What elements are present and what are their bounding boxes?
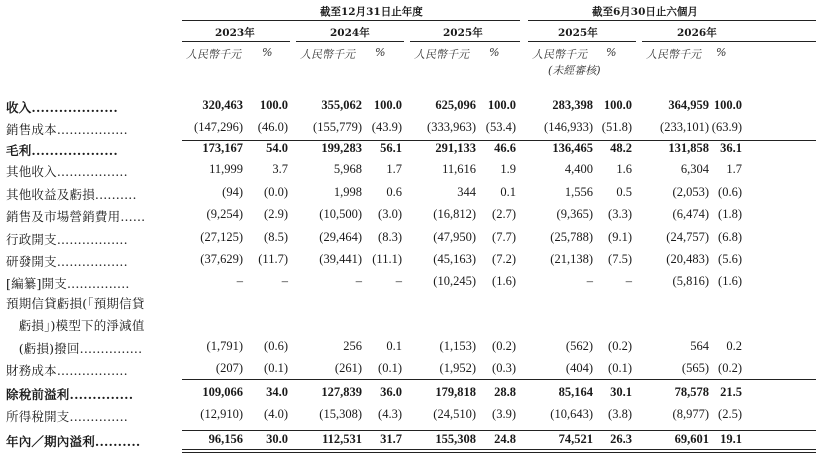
amount-cell: 109,066 xyxy=(202,385,243,399)
double-rule-bottom xyxy=(182,449,816,453)
row-label-text: 其他收入 xyxy=(6,164,57,179)
leader-dots: ................... xyxy=(31,100,118,115)
percent-cell: 1.9 xyxy=(500,162,516,176)
amount-cell: (20,483) xyxy=(666,252,709,266)
percent-cell: 31.7 xyxy=(380,432,402,446)
percent-cell: (11.7) xyxy=(258,252,288,266)
amount-cell: 11,999 xyxy=(209,162,243,176)
amount-cell: (6,474) xyxy=(672,207,709,221)
amount-cell: (24,510) xyxy=(433,407,476,421)
amount-cell: (27,125) xyxy=(200,230,243,244)
pct-header-2024: % xyxy=(375,46,386,59)
amount-cell: (404) xyxy=(565,361,593,375)
percent-cell: (2.9) xyxy=(264,207,288,221)
percent-cell: (43.9) xyxy=(371,120,402,134)
leader-dots: ............... xyxy=(66,276,130,291)
row-label xyxy=(6,98,118,116)
amount-cell: 199,283 xyxy=(321,141,362,155)
percent-cell: (6.8) xyxy=(718,230,742,244)
unit-header-2024: 人民幣千元 xyxy=(300,48,355,61)
percent-cell: 48.2 xyxy=(610,141,632,155)
percent-cell: 3.7 xyxy=(272,162,288,176)
row-label xyxy=(6,407,128,425)
row-label xyxy=(6,141,118,159)
percent-cell: (0.6) xyxy=(718,185,742,199)
amount-cell: – xyxy=(355,274,362,288)
leader-dots: .......... xyxy=(94,434,141,449)
leader-dots: ................. xyxy=(56,122,128,137)
amount-cell: 127,839 xyxy=(321,385,362,399)
percent-cell: (0.3) xyxy=(492,361,516,375)
leader-dots: ................. xyxy=(56,164,128,179)
percent-cell: 24.8 xyxy=(494,432,516,446)
percent-cell: 100.0 xyxy=(259,98,288,112)
amount-cell: 256 xyxy=(343,339,362,353)
percent-cell: (53.4) xyxy=(485,120,516,134)
percent-cell: 100.0 xyxy=(487,98,516,112)
row-label-text: (虧損)撥回 xyxy=(6,341,80,356)
amount-cell: 291,133 xyxy=(435,141,476,155)
percent-cell: (3.8) xyxy=(608,407,632,421)
pct-header-2025: % xyxy=(489,46,500,59)
year-rule-2026-h1 xyxy=(642,41,816,42)
amount-cell: (10,245) xyxy=(433,274,476,288)
percent-cell: 30.0 xyxy=(266,432,288,446)
pct-header-2026-h1: % xyxy=(716,46,727,59)
amount-cell: 564 xyxy=(690,339,709,353)
percent-cell: (0.1) xyxy=(608,361,632,375)
amount-cell: 1,998 xyxy=(333,185,362,199)
unit-header-2023: 人民幣千元 xyxy=(186,48,241,61)
leader-dots: ............... xyxy=(79,341,143,356)
row-label xyxy=(6,162,128,180)
percent-cell: (51.8) xyxy=(601,120,632,134)
percent-cell: 36.0 xyxy=(380,385,402,399)
unit-header-2025-h1: 人民幣千元 xyxy=(532,48,587,61)
row-label-text: 研發開支 xyxy=(6,254,57,269)
percent-cell: (3.9) xyxy=(492,407,516,421)
percent-cell: 0.6 xyxy=(386,185,402,199)
unaudited-note: (未經審核) xyxy=(548,64,601,77)
amount-cell: 131,858 xyxy=(668,141,709,155)
header-six-months: 截至6月30日止六個月 xyxy=(592,6,698,18)
amount-cell: (9,365) xyxy=(556,207,593,221)
amount-cell: (37,629) xyxy=(200,252,243,266)
row-label-text: 財務成本 xyxy=(6,363,57,378)
percent-cell: 36.1 xyxy=(720,141,742,155)
amount-cell: (8,977) xyxy=(672,407,709,421)
percent-cell: (0.0) xyxy=(264,185,288,199)
row-label-text: [編纂]開支 xyxy=(6,276,67,291)
percent-cell: 1.7 xyxy=(386,162,402,176)
percent-cell: (5.6) xyxy=(718,252,742,266)
amount-cell: (1,791) xyxy=(206,339,243,353)
amount-cell: 173,167 xyxy=(202,141,243,155)
row-label xyxy=(6,385,133,403)
row-label-text: 行政開支 xyxy=(6,232,57,247)
percent-cell: 19.1 xyxy=(720,432,742,446)
percent-cell: (4.3) xyxy=(378,407,402,421)
amount-cell: 112,531 xyxy=(322,432,362,446)
row-label-text: 年內／期內溢利 xyxy=(6,434,95,449)
amount-cell: (24,757) xyxy=(666,230,709,244)
percent-cell: (8.3) xyxy=(378,230,402,244)
row-label-text: 銷售及市場營銷費用 xyxy=(6,209,121,224)
percent-cell: 21.5 xyxy=(720,385,742,399)
row-label xyxy=(6,316,145,334)
pct-header-2023: % xyxy=(262,46,273,59)
percent-cell: (0.2) xyxy=(718,361,742,375)
percent-cell: 1.7 xyxy=(726,162,742,176)
amount-cell: (12,910) xyxy=(200,407,243,421)
amount-cell: (562) xyxy=(565,339,593,353)
amount-cell: (1,153) xyxy=(439,339,476,353)
amount-cell: (333,963) xyxy=(427,120,476,134)
percent-cell: (0.2) xyxy=(608,339,632,353)
leader-dots: .......... xyxy=(94,187,137,202)
amount-cell: 69,601 xyxy=(674,432,709,446)
amount-cell: 320,463 xyxy=(202,98,243,112)
amount-cell: 78,578 xyxy=(674,385,709,399)
amount-cell: (1,952) xyxy=(439,361,476,375)
amount-cell: (9,254) xyxy=(206,207,243,221)
row-label-text: 銷售成本 xyxy=(6,122,57,137)
amount-cell: (25,788) xyxy=(550,230,593,244)
amount-cell: (45,163) xyxy=(433,252,476,266)
row-label-text: 除稅前溢利 xyxy=(6,387,70,402)
amount-cell: (565) xyxy=(681,361,709,375)
leader-dots: ................... xyxy=(31,143,118,158)
amount-cell: 283,398 xyxy=(552,98,593,112)
amount-cell: (29,464) xyxy=(319,230,362,244)
row-label-text: 收入 xyxy=(6,100,32,115)
row-label xyxy=(6,339,142,357)
percent-cell: (0.6) xyxy=(264,339,288,353)
row-label xyxy=(6,274,130,292)
group-rule-six-months xyxy=(528,20,816,21)
amount-cell: 74,521 xyxy=(558,432,593,446)
percent-cell: (9.1) xyxy=(608,230,632,244)
amount-cell: 179,818 xyxy=(435,385,476,399)
group-rule-full-year xyxy=(182,20,520,21)
amount-cell: (47,950) xyxy=(433,230,476,244)
amount-cell: 344 xyxy=(457,185,476,199)
amount-cell: (39,441) xyxy=(319,252,362,266)
percent-cell: 100.0 xyxy=(603,98,632,112)
amount-cell: (261) xyxy=(334,361,362,375)
amount-cell: (10,643) xyxy=(550,407,593,421)
year-rule-2025-h1 xyxy=(528,41,636,42)
rule-above-profit-for-period xyxy=(182,430,816,431)
amount-cell: 364,959 xyxy=(668,98,709,112)
amount-cell: (146,933) xyxy=(544,120,593,134)
percent-cell: (1.6) xyxy=(492,274,516,288)
row-label xyxy=(6,252,128,270)
year-header-2025: 2025年 xyxy=(443,27,483,39)
amount-cell: (147,296) xyxy=(194,120,243,134)
leader-dots: ................. xyxy=(56,254,128,269)
row-label xyxy=(6,207,145,225)
percent-cell: 28.8 xyxy=(494,385,516,399)
percent-cell: (7.7) xyxy=(492,230,516,244)
percent-cell: – xyxy=(395,274,402,288)
amount-cell: (94) xyxy=(222,185,243,199)
amount-cell: 6,304 xyxy=(680,162,709,176)
amount-cell: (16,812) xyxy=(433,207,476,221)
percent-cell: 0.2 xyxy=(726,339,742,353)
amount-cell: (2,053) xyxy=(672,185,709,199)
leader-dots: .............. xyxy=(69,387,134,402)
amount-cell: – xyxy=(586,274,593,288)
percent-cell: (3.3) xyxy=(608,207,632,221)
percent-cell: 1.6 xyxy=(616,162,632,176)
amount-cell: 355,062 xyxy=(321,98,362,112)
percent-cell: 30.1 xyxy=(610,385,632,399)
percent-cell: (8.5) xyxy=(264,230,288,244)
row-label xyxy=(6,120,128,138)
percent-cell: (7.2) xyxy=(492,252,516,266)
amount-cell: 155,308 xyxy=(435,432,476,446)
row-label-text: 虧損」)模型下的淨減值 xyxy=(6,318,145,333)
percent-cell: (0.2) xyxy=(492,339,516,353)
leader-dots: ................. xyxy=(56,232,128,247)
percent-cell: 54.0 xyxy=(266,141,288,155)
row-label xyxy=(6,230,128,248)
amount-cell: 136,465 xyxy=(552,141,593,155)
percent-cell: – xyxy=(625,274,632,288)
year-rule-2024 xyxy=(296,41,404,42)
percent-cell: 0.1 xyxy=(386,339,402,353)
percent-cell: 56.1 xyxy=(380,141,402,155)
percent-cell: 34.0 xyxy=(266,385,288,399)
leader-dots: ................. xyxy=(56,363,128,378)
row-label-text: 毛利 xyxy=(6,143,32,158)
amount-cell: – xyxy=(236,274,243,288)
percent-cell: (7.5) xyxy=(608,252,632,266)
percent-cell: 46.6 xyxy=(494,141,516,155)
percent-cell: 0.1 xyxy=(500,185,516,199)
row-label xyxy=(6,185,137,203)
amount-cell: 1,556 xyxy=(564,185,593,199)
percent-cell: (11.1) xyxy=(372,252,402,266)
leader-dots: .............. xyxy=(69,409,128,424)
amount-cell: (10,500) xyxy=(319,207,362,221)
amount-cell: (5,816) xyxy=(672,274,709,288)
unit-header-2025: 人民幣千元 xyxy=(414,48,469,61)
percent-cell: (1.6) xyxy=(718,274,742,288)
percent-cell: (4.0) xyxy=(264,407,288,421)
amount-cell: (15,308) xyxy=(319,407,362,421)
percent-cell: (2.7) xyxy=(492,207,516,221)
percent-cell: 100.0 xyxy=(373,98,402,112)
row-label-text: 預期信貸虧損(「預期信貸 xyxy=(6,296,145,311)
percent-cell: 0.5 xyxy=(616,185,632,199)
percent-cell: (0.1) xyxy=(378,361,402,375)
amount-cell: (21,138) xyxy=(550,252,593,266)
row-label-text: 其他收益及虧損 xyxy=(6,187,95,202)
amount-cell: 96,156 xyxy=(208,432,243,446)
year-header-2023: 2023年 xyxy=(215,27,255,39)
row-label xyxy=(6,432,140,450)
amount-cell: (155,779) xyxy=(313,120,362,134)
amount-cell: 4,400 xyxy=(564,162,593,176)
amount-cell: 85,164 xyxy=(558,385,593,399)
year-header-2024: 2024年 xyxy=(330,27,370,39)
percent-cell: (46.0) xyxy=(257,120,288,134)
amount-cell: 5,968 xyxy=(333,162,362,176)
amount-cell: 11,616 xyxy=(442,162,476,176)
year-rule-2023 xyxy=(182,41,290,42)
year-rule-2025 xyxy=(410,41,520,42)
year-header-2026-h1: 2026年 xyxy=(677,27,717,39)
header-full-year: 截至12月31日止年度 xyxy=(320,6,423,18)
percent-cell: 100.0 xyxy=(713,98,742,112)
rule-above-profit-before-tax xyxy=(182,379,816,380)
amount-cell: 625,096 xyxy=(435,98,476,112)
unit-header-2026-h1: 人民幣千元 xyxy=(646,48,701,61)
year-header-2025-h1: 2025年 xyxy=(558,27,598,39)
percent-cell: (2.5) xyxy=(718,407,742,421)
percent-cell: (1.8) xyxy=(718,207,742,221)
row-label xyxy=(6,294,145,312)
amount-cell: (207) xyxy=(215,361,243,375)
percent-cell: 26.3 xyxy=(610,432,632,446)
percent-cell: (3.0) xyxy=(378,207,402,221)
percent-cell: (63.9) xyxy=(711,120,742,134)
percent-cell: (0.1) xyxy=(264,361,288,375)
percent-cell: – xyxy=(281,274,288,288)
rule-above-gross-profit xyxy=(182,140,816,141)
row-label-text: 所得稅開支 xyxy=(6,409,70,424)
amount-cell: (233,101) xyxy=(660,120,709,134)
pct-header-2025-h1: % xyxy=(606,46,617,59)
row-label xyxy=(6,361,128,379)
leader-dots: ...... xyxy=(120,209,146,224)
